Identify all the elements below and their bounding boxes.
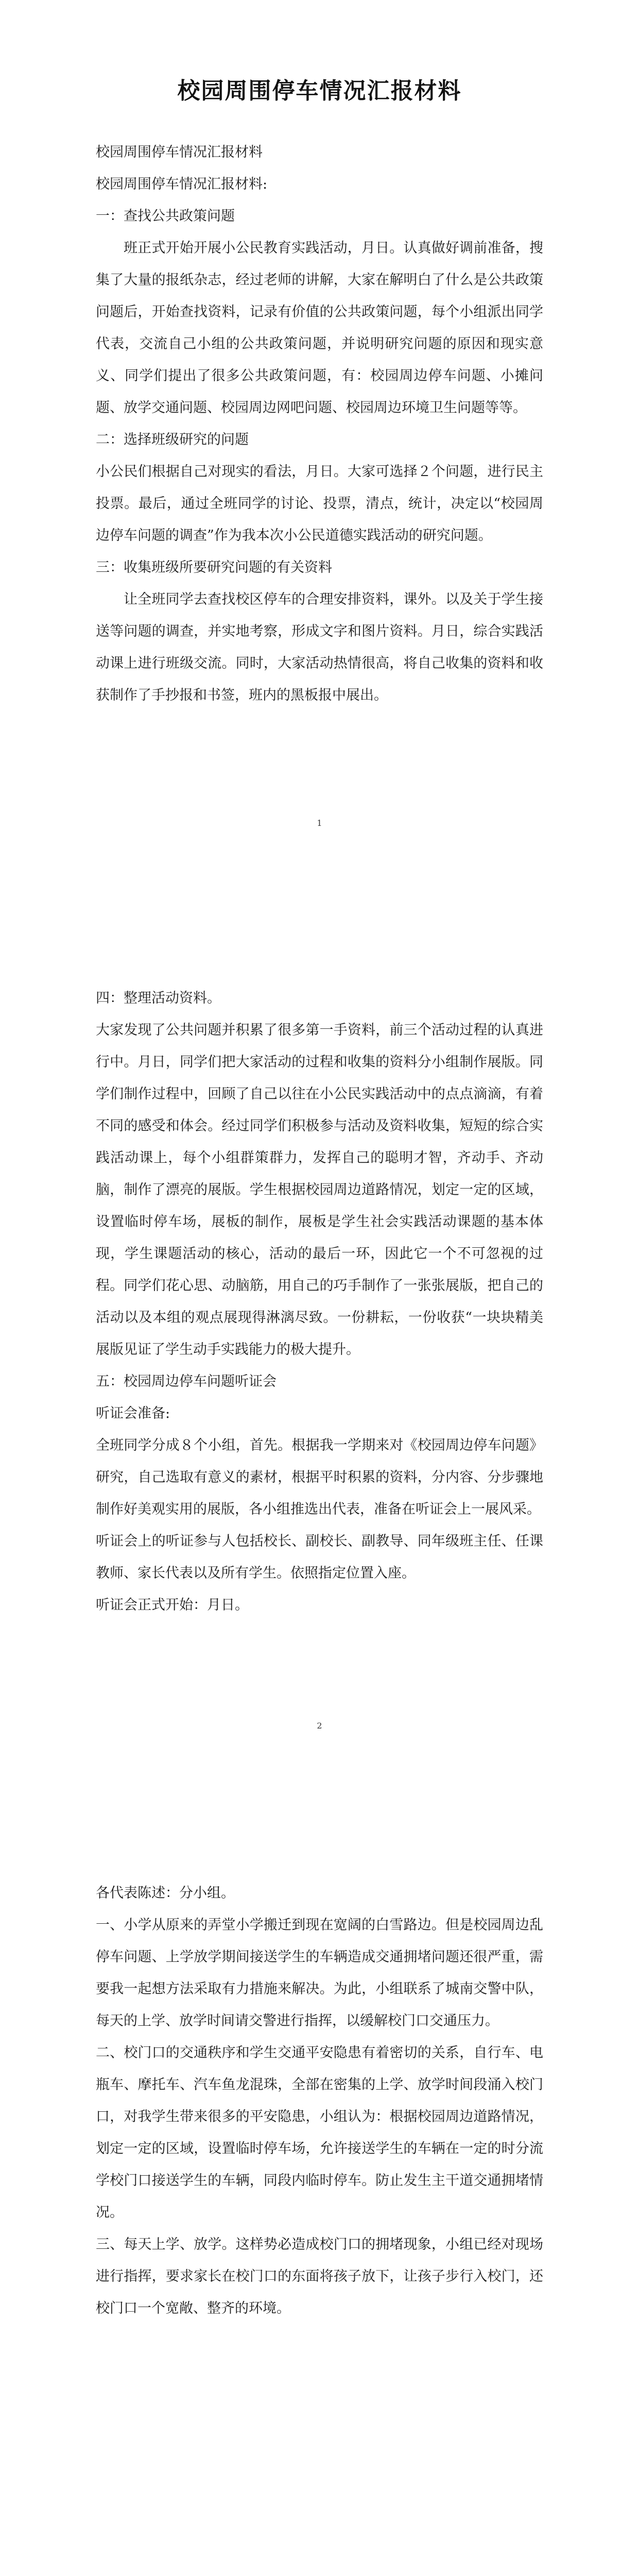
paragraph: 校园周围停车情况汇报材料: — [96, 176, 268, 192]
paragraph: 听证会正式开始：月日。 — [96, 1597, 249, 1613]
paragraph: 班正式开始开展小公民教育实践活动，月日。认真做好调前准备，搜集了大量的报纸杂志，经过老师的讲解，大家在解明白了什么是公共政策问题后，开始查找资料，记录有价值的公共政策问题，每个小组派出同学代表，交流自己小组的公共政策问题，并说明研究问题的原因和现实意义、同学们提出了很多公共政策问题，有：校园周边停车问题、小摊问题、放学交通问题、校园周边网吧问题、校园周边环境卫生问题等等。 — [96, 240, 543, 416]
page-1-body — [96, 137, 543, 711]
page-1 — [0, 0, 639, 845]
paragraph: 听证会准备: — [96, 1405, 170, 1421]
page-3-body — [96, 1877, 543, 2325]
page-2-body — [96, 982, 543, 1621]
paragraph: 二、校门口的交通秩序和学生交通平安隐患有着密切的关系，自行车、电瓶车、摩托车、汽车鱼龙混珠，全部在密集的上学、放学时间段涌入校门口，对我学生带来很多的平安隐患，小组认为：根据校园周边道路情况，划定一定的区域，设置临时停车场，允许接送学生的车辆在一定的时分流学校门口接送学生的车辆，同段内临时停车。防止发生主干道交通拥堵情况。 — [96, 2045, 543, 2221]
paragraph: 各代表陈述：分小组。 — [96, 1885, 235, 1901]
paragraph: 三、每天上学、放学。这样势必造成校门口的拥堵现象，小组已经对现场进行指挥，要求家长在校门口的东面将孩子放下，让孩子步行入校门，还校门口一个宽敞、整齐的环境。 — [96, 2236, 543, 2316]
paragraph: 小公民们根据自己对现实的看法，月日。大家可选择２个问题，进行民主投票。最后，通过全班同学的讨论、投票，清点，统计，决定以“校园周边停车问题的调查”作为我本次小公民道德实践活动的研究问题。 — [96, 464, 543, 544]
page-2 — [0, 903, 639, 1748]
section-heading: 二：选择班级研究的问题 — [96, 432, 249, 448]
page-number: 2 — [317, 1721, 322, 1731]
section-heading: 三：收集班级所要研究问题的有关资料 — [96, 560, 332, 575]
paragraph: 一、小学从原来的弄堂小学搬迁到现在宽阔的白雪路边。但是校园周边乱停车问题、上学放学期间接送学生的车辆造成交通拥堵问题还很严重，需要我一起想方法采取有力措施来解决。为此，小组联系了城南交警中队，每天的上学、放学时间请交警进行指挥，以缓解校门口交通压力。 — [96, 1917, 543, 2029]
paragraph: 让全班同学去查找校区停车的合理安排资料，课外。以及关于学生接送等问题的调查，并实地考察，形成文字和图片资料。月日，综合实践活动课上进行班级交流。同时，大家活动热情很高，将自己收集的资料和收获制作了手抄报和书签，班内的黑板报中展出。 — [96, 591, 543, 703]
section-heading: 五：校园周边停车问题听证会 — [96, 1374, 277, 1389]
section-heading: 一：查找公共政策问题 — [96, 208, 235, 224]
page-number: 1 — [317, 818, 322, 828]
paragraph: 校园周围停车情况汇报材料 — [96, 144, 263, 160]
document-title: 校园周围停车情况汇报材料 — [177, 78, 462, 104]
paragraph: 听证会上的听证参与人包括校长、副校长、副教导、同年级班主任、任课教师、家长代表以及所有学生。依照指定位置入座。 — [96, 1533, 543, 1581]
paragraph: 全班同学分成８个小组，首先。根据我一学期来对《校园周边停车问题》研究，自己选取有意义的素材，根据平时积累的资料，分内容、分步骤地制作好美观实用的展版，各小组推选出代表，准备在听证会上一展风采。 — [96, 1437, 543, 1517]
section-heading: 四：整理活动资料。 — [96, 990, 221, 1006]
paragraph: 大家发现了公共问题并积累了很多第一手资料，前三个活动过程的认真进行中。月日，同学们把大家活动的过程和收集的资料分小组制作展版。同学们制作过程中，回顾了自己以往在小公民实践活动中的点点滴滴，有着不同的感受和体会。经过同学们积极参与活动及资料收集，短短的综合实践活动课上，每个小组群策群力，发挥自己的聪明才智，齐动手、齐动脑，制作了漂亮的展版。学生根据校园周边道路情况，划定一定的区域，设置临时停车场，展板的制作，展板是学生社会实践活动课题的基本体现，学生课题活动的核心，活动的最后一环，因此它一个不可忽视的过程。同学们花心思、动脑筋，用自己的巧手制作了一张张展版，把自己的活动以及本组的观点展现得淋漓尽致。一份耕耘，一份收获“一块块精美展版见证了学生动手实践能力的极大提升。 — [96, 1022, 543, 1358]
page-3 — [0, 1805, 639, 2576]
